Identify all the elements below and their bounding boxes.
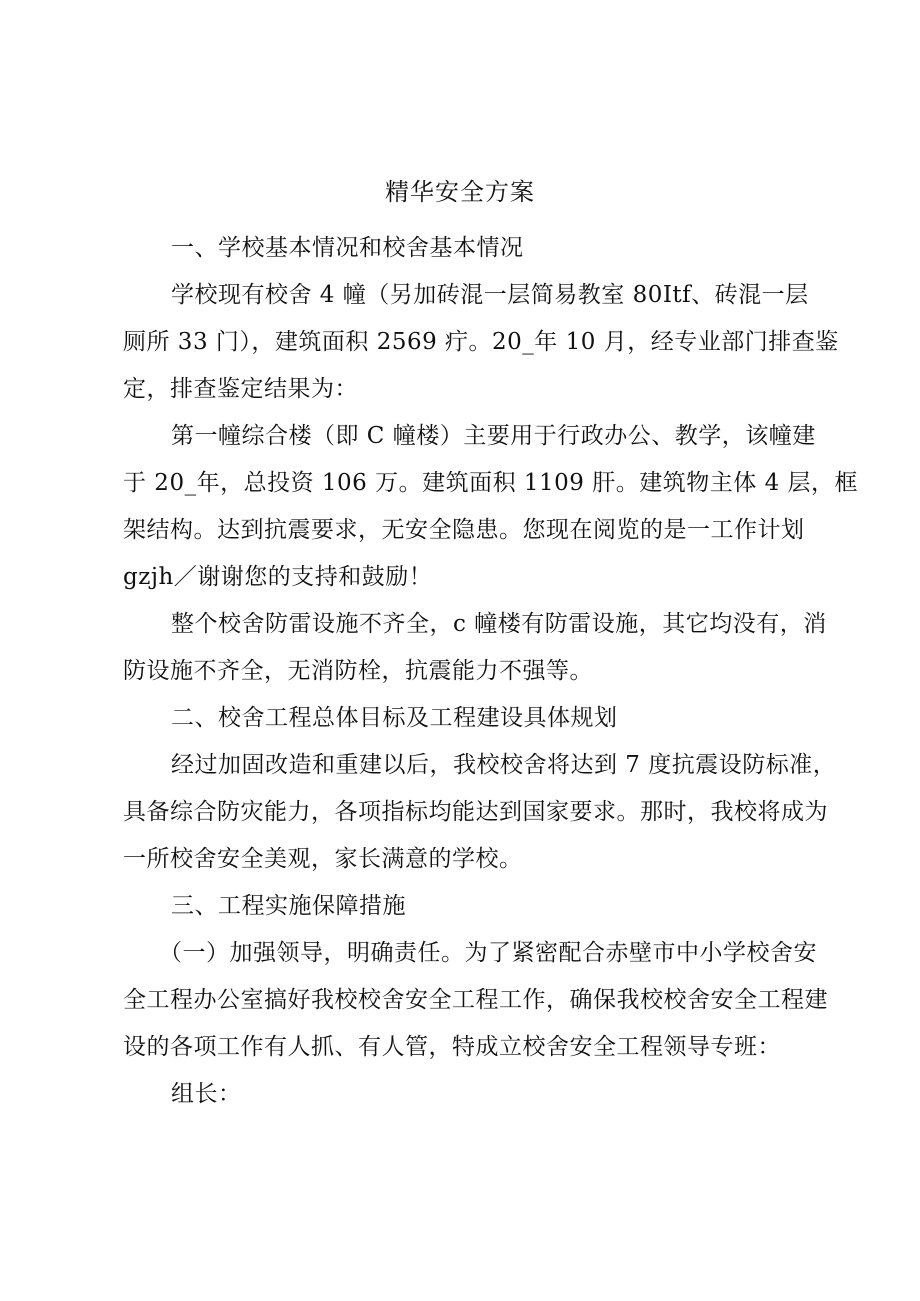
paragraph-line: 定，排查鉴定结果为： xyxy=(123,376,358,402)
paragraph-line: 组长： xyxy=(171,1081,242,1107)
paragraph-line: （一）加强领导，明确责任。为了紧密配合赤壁市中小学校舍安 xyxy=(159,940,817,966)
heading-section-2: 二、校舍工程总体目标及工程建设具体规划 xyxy=(171,705,618,731)
heading-section-1: 一、学校基本情况和校舍基本情况 xyxy=(171,235,524,261)
heading-section-3: 三、工程实施保障措施 xyxy=(171,893,406,919)
paragraph-line: 第一幢综合楼（即 C 幢楼）主要用于行政办公、教学，该幢建 xyxy=(171,423,816,449)
paragraph-line: 学校现有校舍 4 幢（另加砖混一层简易教室 80Itf、砖混一层 xyxy=(171,282,809,308)
document-body xyxy=(123,225,859,1118)
paragraph-line: 一所校舍安全美观，家长满意的学校。 xyxy=(123,846,523,872)
paragraph-line: 全工程办公室搞好我校校舍安全工程工作，确保我校校舍安全工程建 xyxy=(123,987,828,1013)
document-title: 精华安全方案 xyxy=(385,178,535,206)
paragraph-line: 厕所 33 门），建筑面积 2569 疔。20_年 10 月，经专业部门排查鉴 xyxy=(123,329,839,355)
paragraph-line: 防设施不齐全，无消防栓，抗震能力不强等。 xyxy=(123,658,593,684)
paragraph-line: gzjh／谢谢您的支持和鼓励！ xyxy=(123,564,433,590)
paragraph-line: 具备综合防灾能力，各项指标均能达到国家要求。那时，我校将成为 xyxy=(123,799,828,825)
paragraph-line: 经过加固改造和重建以后，我校校舍将达到 7 度抗震设防标准， xyxy=(171,752,837,778)
paragraph-line: 设的各项工作有人抓、有人管，特成立校舍安全工程领导专班： xyxy=(123,1034,781,1060)
paragraph-line: 于 20_年，总投资 106 万。建筑面积 1109 肝。建筑物主体 4 层，框 xyxy=(123,470,859,496)
paragraph-line: 架结构。达到抗震要求，无安全隐患。您现在阅览的是一工作计划 xyxy=(123,517,805,543)
paragraph-line: 整个校舍防雷设施不齐全，c 幢楼有防雷设施，其它均没有，消 xyxy=(171,611,827,637)
